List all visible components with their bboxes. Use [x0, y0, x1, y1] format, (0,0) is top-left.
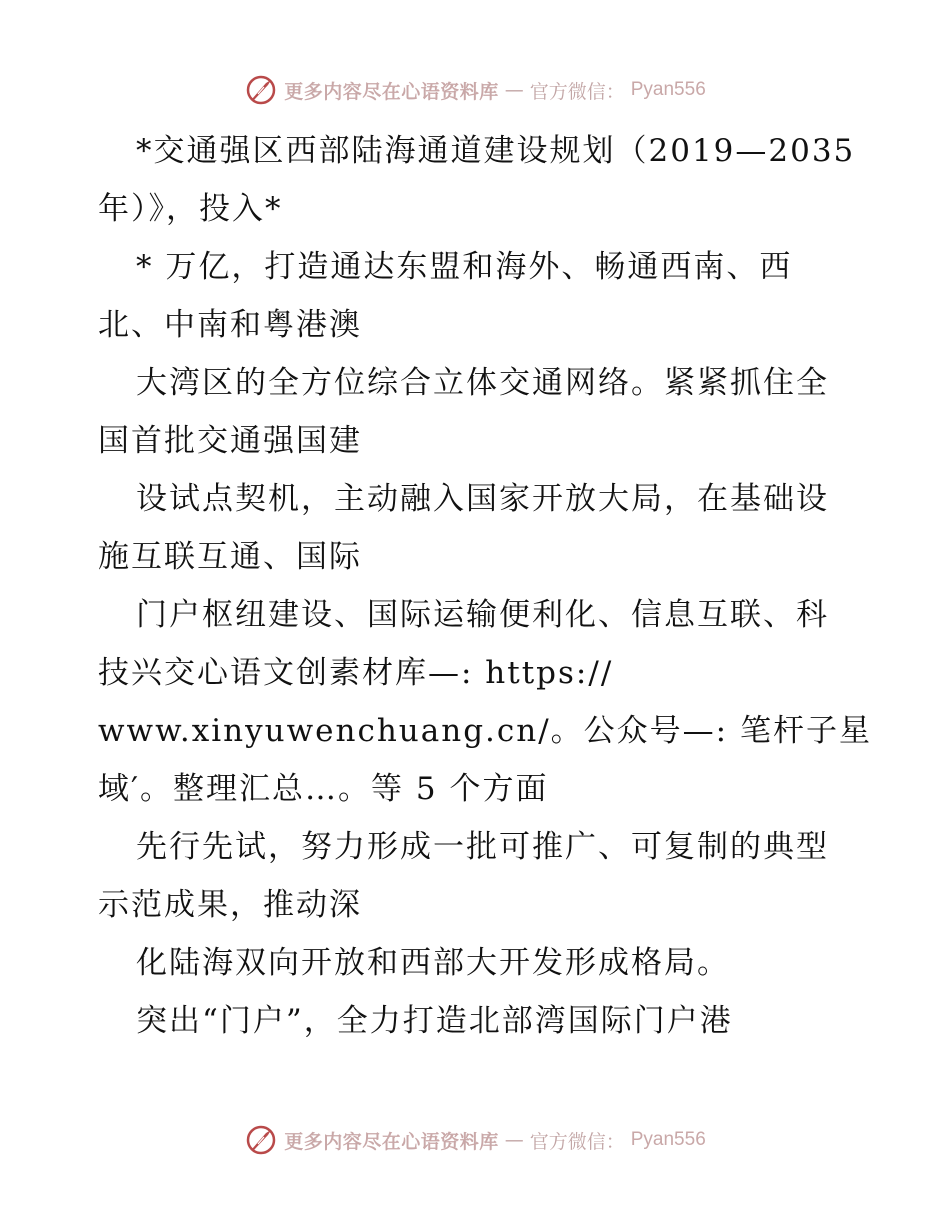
text-line: 年）》，投入* [98, 191, 283, 227]
watermark-separator: — [504, 79, 524, 101]
text-line: 施互联互通、国际 [98, 539, 362, 575]
quill-pen-circle-icon [244, 73, 278, 107]
text-line: 化陆海双向开放和西部大开发形成格局。 [136, 945, 730, 981]
text-line: 门户枢纽建设、国际运输便利化、信息互联、科 [136, 597, 829, 633]
text-line: 国首批交通强国建 [98, 423, 362, 459]
text-line: 大湾区的全方位综合立体交通网络。紧紧抓住全 [136, 365, 829, 401]
text-line: 设试点契机，主动融入国家开放大局，在基础设 [136, 481, 829, 517]
footer-watermark [0, 1120, 950, 1160]
text-line: *交通强区西部陆海通道建设规划（2019—2035 [136, 133, 856, 169]
text-line: 先行先试，努力形成一批可推广、可复制的典型 [136, 829, 829, 865]
watermark-wechat-id: Pyan556 [630, 1129, 706, 1150]
watermark-separator: — [504, 1129, 524, 1151]
watermark-brand: 更多内容尽在心语资料库 [284, 1130, 499, 1153]
watermark-wechat-id: Pyan556 [630, 79, 706, 100]
text-line: www.xinyuwenchuang.cn/。公众号—: 笔杆子星 [98, 713, 872, 749]
watermark-wechat-label: 官方微信： [529, 80, 625, 103]
body-text [98, 122, 872, 1050]
text-line: 域′。整理汇总…。等 5 个方面 [98, 771, 549, 807]
header-watermark [0, 70, 950, 110]
text-line: 技兴交心语文创素材库—: https:// [98, 655, 614, 691]
text-line: 突出“门户”，全力打造北部湾国际门户港 [136, 1003, 733, 1039]
watermark-brand: 更多内容尽在心语资料库 [284, 80, 499, 103]
watermark-wechat-label: 官方微信： [529, 1130, 625, 1153]
text-line: 示范成果，推动深 [98, 887, 362, 923]
text-line: 北、中南和粤港澳 [98, 307, 362, 343]
text-line: * 万亿，打造通达东盟和海外、畅通西南、西 [136, 249, 793, 285]
quill-pen-circle-icon [244, 1123, 278, 1157]
